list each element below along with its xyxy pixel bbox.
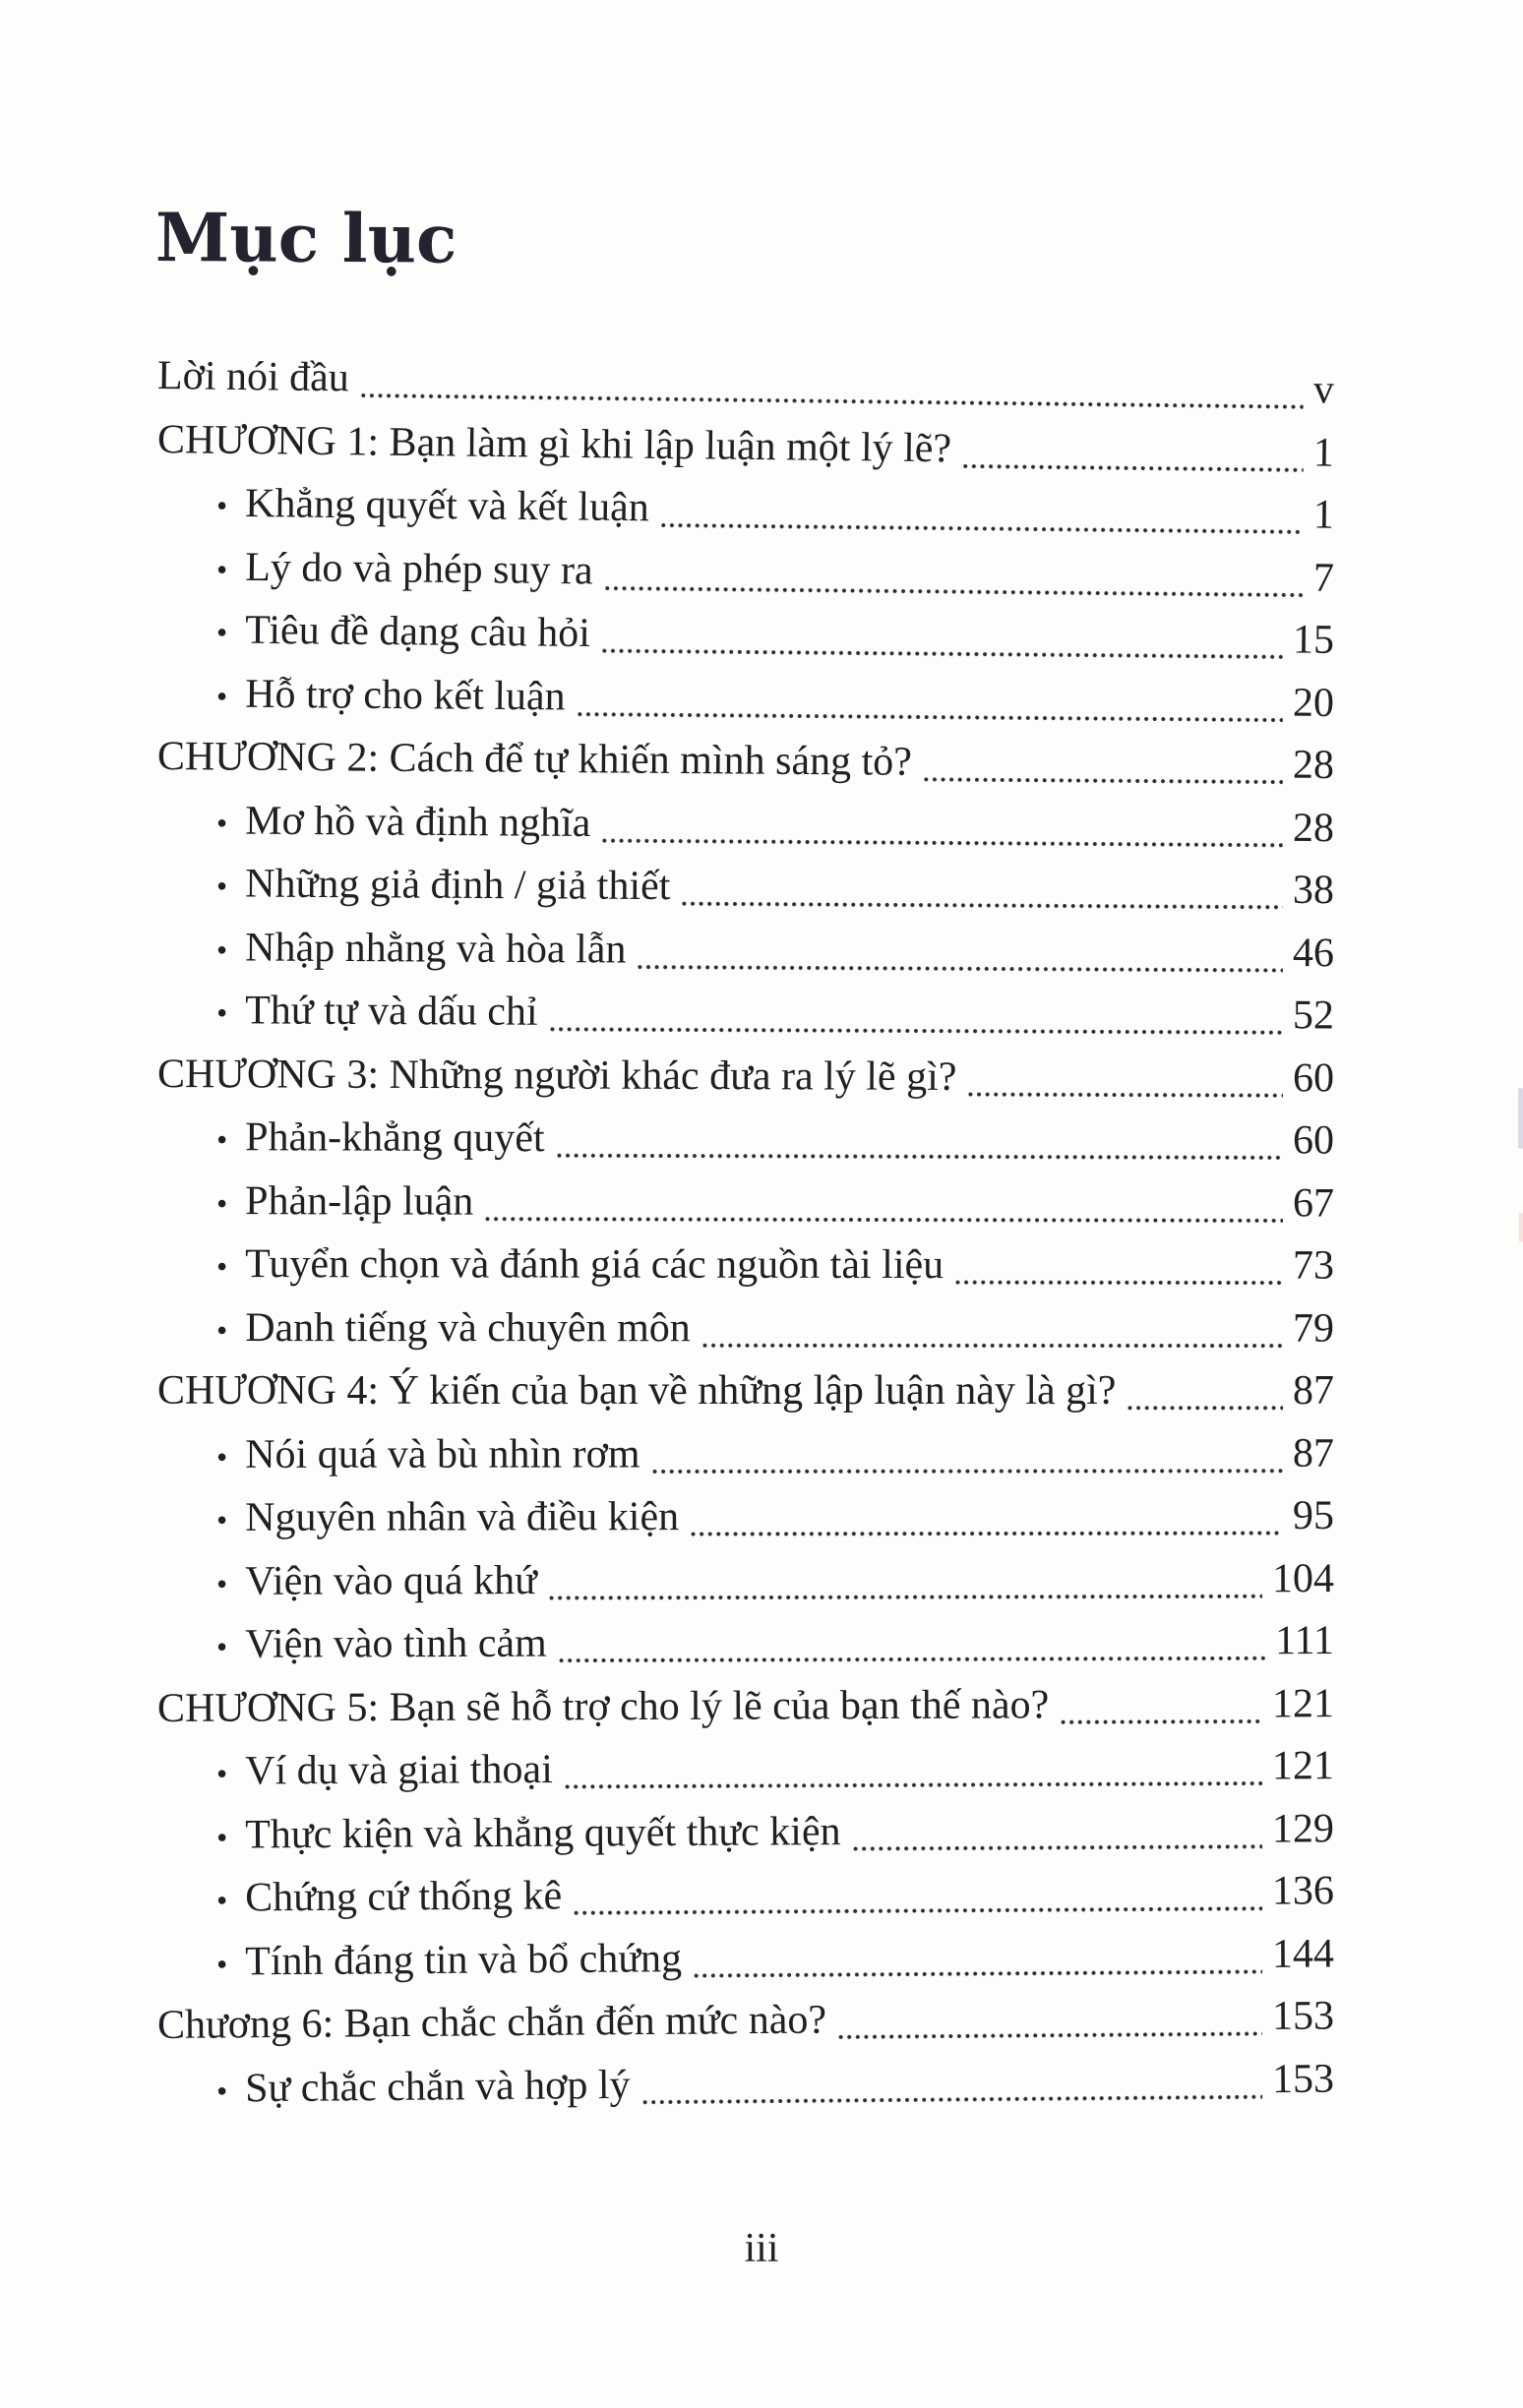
dot-leader [691, 1531, 1283, 1536]
toc-row [157, 1672, 1334, 1740]
toc-entry-title: Hỗ trợ cho kết luận [245, 671, 566, 719]
dot-leader [963, 462, 1304, 471]
toc-row [157, 1859, 1334, 1930]
toc-row [157, 789, 1334, 861]
dot-leader [574, 1905, 1262, 1915]
dot-leader [694, 1968, 1262, 1977]
toc-entry-title: Tiêu đề dạng câu hỏi [244, 607, 591, 656]
toc-entry-page: 38 [1292, 867, 1335, 914]
toc-entry-title: Sự chắc chắn và hợp lý [244, 2062, 631, 2111]
toc-entry-page: 121 [1271, 1743, 1335, 1789]
toc-entry-title: Danh tiếng và chuyên môn [245, 1304, 691, 1351]
bullet-icon: • [215, 677, 228, 713]
toc-entry-page: 1 [1312, 492, 1335, 538]
toc-row [157, 1922, 1334, 1994]
toc-row [157, 1484, 1334, 1550]
scan-edge-artifact [1518, 1088, 1523, 1149]
toc-entry-page: v [1312, 367, 1335, 413]
toc-entry-title: Tính đáng tin và bổ chứng [245, 1935, 683, 1984]
toc-entry-title: Phản-khẳng quyết [245, 1114, 545, 1162]
toc-entry-title: Mơ hồ và định nghĩa [245, 798, 591, 846]
dot-leader [565, 1780, 1262, 1788]
dot-leader [955, 1280, 1283, 1285]
toc-entry-page: 20 [1292, 680, 1335, 726]
dot-leader [549, 1593, 1262, 1599]
toc-entry-page: 121 [1271, 1680, 1335, 1726]
toc-entry-page: 104 [1271, 1555, 1335, 1601]
dot-leader [838, 2030, 1262, 2038]
toc-entry-page: 67 [1292, 1179, 1335, 1227]
toc-row [157, 1609, 1334, 1676]
toc-row [157, 1547, 1334, 1613]
dot-leader [682, 901, 1283, 910]
dot-leader [853, 1843, 1262, 1850]
toc-entry-title: CHƯƠNG 1: Bạn làm gì khi lập luận một lý lẽ? [156, 416, 952, 471]
toc-row [157, 1984, 1334, 2057]
bullet-icon: • [215, 867, 228, 903]
toc-row [157, 1734, 1334, 1803]
toc-row [157, 1296, 1334, 1360]
toc-entry-title: Viện vào tình cảm [245, 1620, 547, 1667]
dot-leader [604, 585, 1303, 597]
dot-leader [661, 522, 1304, 534]
toc-entry-title: CHƯƠNG 4: Ý kiến của bạn về những lập luận này là gì? [156, 1367, 1117, 1414]
bullet-icon: • [215, 1501, 228, 1537]
bullet-icon: • [215, 2072, 228, 2108]
toc-entry-page: 87 [1292, 1430, 1335, 1476]
bullet-icon: • [215, 1311, 228, 1348]
toc-row [157, 1359, 1334, 1423]
bullet-icon: • [215, 550, 228, 586]
toc-entry-title: Lời nói đầu [156, 353, 350, 401]
toc-entry-page: 7 [1312, 555, 1335, 601]
toc-entry-title: Những giả định / giả thiết [245, 861, 671, 910]
toc-entry-page: 60 [1292, 1117, 1335, 1164]
bullet-icon: • [215, 1247, 228, 1284]
dot-leader [642, 2093, 1262, 2104]
toc-entry-page: 28 [1292, 805, 1335, 851]
toc-entry-page: 46 [1292, 930, 1335, 976]
toc-entry-title: Nói quá và bù nhìn rơm [245, 1430, 640, 1477]
toc-row [157, 1043, 1334, 1111]
toc-entry-title: Viện vào quá khứ [245, 1557, 537, 1604]
bullet-icon: • [215, 1882, 228, 1918]
dot-leader [924, 776, 1283, 784]
toc-row [157, 471, 1335, 547]
toc-entry-page: 95 [1292, 1492, 1335, 1538]
toc-entry-title: CHƯƠNG 5: Bạn sẽ hỗ trợ cho lý lẽ của bạn thế nào? [156, 1681, 1050, 1731]
toc-row [157, 852, 1334, 923]
bullet-icon: • [215, 1945, 228, 1981]
toc-entry-page: 79 [1292, 1305, 1335, 1352]
dot-leader [638, 964, 1283, 972]
toc-row [157, 1421, 1334, 1486]
toc-entry-page: 153 [1271, 1993, 1335, 2039]
toc-entry-title: Chương 6: Bạn chắc chắn đến mức nào? [156, 1997, 827, 2048]
dot-leader [485, 1216, 1283, 1223]
toc-entry-title: Chứng cứ thống kê [245, 1873, 563, 1921]
dot-leader [602, 837, 1283, 847]
toc-entry-title: Tuyển chọn và đánh giá các nguồn tài liệu [245, 1241, 944, 1289]
toc-entry-title: Phản-lập luận [245, 1177, 474, 1225]
toc-entry-title: Khẳng quyết và kết luận [244, 480, 649, 531]
toc-entry-title: Lý do và phép suy ra [244, 544, 593, 593]
dot-leader [1061, 1717, 1262, 1723]
toc-list [157, 344, 1334, 2121]
toc-row [157, 662, 1334, 736]
dot-leader [968, 1091, 1283, 1097]
toc-entry-page: 144 [1271, 1930, 1335, 1977]
bullet-icon: • [215, 1120, 228, 1157]
dot-leader [652, 1468, 1283, 1474]
toc-entry-title: Nhập nhằng và hòa lẫn [245, 924, 627, 972]
scan-edge-artifact [1519, 1213, 1523, 1242]
toc-entry-title: Thứ tự và dấu chỉ [245, 988, 538, 1035]
toc-entry-page: 136 [1271, 1868, 1335, 1914]
bullet-icon: • [215, 614, 228, 650]
toc-entry-page: 87 [1292, 1367, 1335, 1414]
toc-entry-title: Nguyên nhân và điều kiện [245, 1494, 680, 1540]
bullet-icon: • [215, 993, 228, 1030]
toc-entry-title: CHƯƠNG 2: Cách để tự khiến mình sáng tỏ? [156, 734, 913, 785]
bullet-icon: • [215, 1818, 228, 1854]
bullet-icon: • [215, 1564, 228, 1600]
toc-row [157, 2047, 1335, 2121]
dot-leader [1127, 1405, 1283, 1410]
dot-leader [577, 711, 1282, 722]
toc-row [157, 1797, 1334, 1867]
bullet-icon: • [215, 931, 228, 967]
toc-entry-title: Ví dụ và giai thoại [245, 1747, 553, 1794]
toc-entry-page: 1 [1312, 430, 1335, 476]
dot-leader [361, 392, 1304, 409]
bullet-icon: • [215, 1628, 228, 1664]
toc-row [157, 725, 1334, 797]
toc-entry-page: 52 [1292, 993, 1335, 1039]
bullet-icon: • [215, 804, 228, 840]
dot-leader [550, 1026, 1283, 1034]
toc-row [157, 979, 1334, 1048]
toc-row [157, 1233, 1334, 1297]
page-number: iii [744, 2226, 779, 2271]
toc-entry-page: 111 [1275, 1618, 1335, 1664]
toc-entry-page: 129 [1271, 1805, 1335, 1852]
toc-entry-page: 153 [1271, 2056, 1335, 2102]
toc-row [157, 535, 1335, 610]
bullet-icon: • [215, 487, 228, 523]
toc-entry-page: 15 [1292, 617, 1335, 663]
bullet-icon: • [215, 1184, 228, 1221]
toc-entry-page: 60 [1292, 1054, 1335, 1101]
toc-row [157, 1106, 1334, 1173]
bullet-icon: • [215, 1437, 228, 1474]
page-title: Mục lục [154, 198, 457, 279]
dot-leader [702, 1342, 1283, 1347]
dot-leader [559, 1656, 1265, 1662]
bullet-icon: • [215, 1755, 228, 1791]
toc-row [157, 1170, 1334, 1235]
toc-entry-title: CHƯƠNG 3: Những người khác đưa ra lý lẽ gì? [156, 1051, 957, 1100]
toc-row [157, 916, 1334, 986]
dot-leader [557, 1153, 1283, 1160]
toc-entry-page: 28 [1292, 742, 1335, 788]
toc-entry-page: 73 [1292, 1242, 1335, 1289]
toc-row [157, 598, 1335, 672]
toc-entry-title: Thực kiện và khẳng quyết thực kiện [245, 1808, 841, 1858]
dot-leader [602, 648, 1283, 659]
